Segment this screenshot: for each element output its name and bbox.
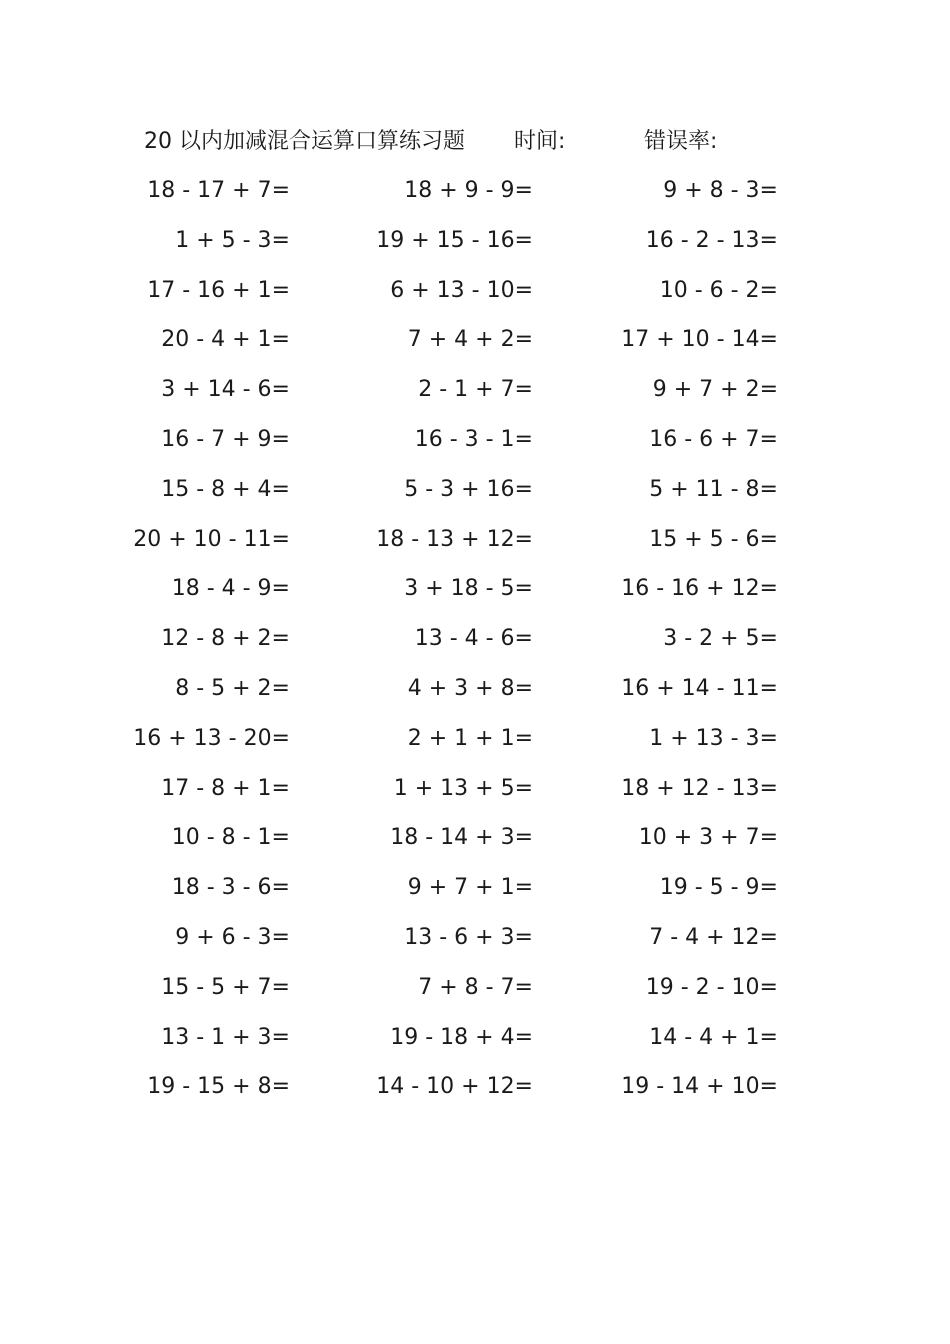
problem-item: 7 + 4 + 2= — [407, 327, 533, 353]
problem-item: 3 + 18 - 5= — [404, 576, 533, 602]
problem-row — [0, 517, 950, 567]
problem-item: 8 - 5 + 2= — [175, 675, 290, 701]
problem-item: 19 - 5 - 9= — [659, 875, 778, 901]
problem-row — [0, 915, 950, 965]
problem-row — [0, 815, 950, 865]
error-rate-label: 错误率: — [644, 129, 718, 154]
problem-item: 3 - 2 + 5= — [663, 626, 778, 652]
problem-item: 17 - 16 + 1= — [147, 277, 290, 303]
problem-item: 17 + 10 - 14= — [621, 327, 778, 353]
problem-item: 17 - 8 + 1= — [161, 775, 290, 801]
problem-item: 16 + 13 - 20= — [133, 725, 290, 751]
problem-item: 10 + 3 + 7= — [638, 825, 778, 851]
problem-item: 9 + 6 - 3= — [175, 924, 290, 950]
problem-item: 16 - 16 + 12= — [621, 576, 778, 602]
problem-item: 12 - 8 + 2= — [161, 626, 290, 652]
problem-row — [0, 666, 950, 716]
problem-item: 20 - 4 + 1= — [161, 327, 290, 353]
problem-row — [0, 1015, 950, 1065]
problem-item: 7 + 8 - 7= — [418, 974, 533, 1000]
problem-row — [0, 865, 950, 915]
problem-row — [0, 317, 950, 367]
problem-row — [0, 467, 950, 517]
problem-row — [0, 168, 950, 218]
problem-item: 10 - 8 - 1= — [171, 825, 290, 851]
problem-item: 5 - 3 + 16= — [404, 476, 533, 502]
problem-item: 18 + 9 - 9= — [404, 178, 533, 203]
problem-item: 16 - 7 + 9= — [161, 426, 290, 452]
problem-item: 7 - 4 + 12= — [649, 924, 778, 950]
problem-item: 19 - 14 + 10= — [621, 1074, 778, 1100]
problem-item: 20 + 10 - 11= — [133, 526, 290, 552]
problem-item: 15 + 5 - 6= — [649, 526, 778, 552]
problem-item: 18 - 13 + 12= — [376, 526, 533, 552]
problem-item: 14 - 4 + 1= — [649, 1024, 778, 1050]
problem-item: 19 - 15 + 8= — [147, 1074, 290, 1100]
problem-row — [0, 1064, 950, 1114]
problem-item: 15 - 8 + 4= — [161, 476, 290, 502]
problem-item: 9 + 8 - 3= — [663, 178, 778, 203]
problem-item: 2 - 1 + 7= — [418, 377, 533, 403]
problem-item: 13 - 4 - 6= — [414, 626, 533, 652]
problem-item: 16 - 6 + 7= — [649, 426, 778, 452]
problem-row — [0, 965, 950, 1015]
problem-item: 3 + 14 - 6= — [161, 377, 290, 403]
problem-item: 19 + 15 - 16= — [376, 227, 533, 253]
problem-row — [0, 367, 950, 417]
problem-item: 19 - 2 - 10= — [645, 974, 778, 1000]
problem-item: 4 + 3 + 8= — [407, 675, 533, 701]
problem-item: 18 - 4 - 9= — [171, 576, 290, 602]
problem-item: 19 - 18 + 4= — [390, 1024, 533, 1050]
worksheet-title: 20 以内加减混合运算口算练习题 — [144, 129, 465, 154]
problem-item: 10 - 6 - 2= — [659, 277, 778, 303]
problem-item: 1 + 13 - 3= — [649, 725, 778, 751]
time-label: 时间: — [514, 129, 566, 154]
problem-row — [0, 417, 950, 467]
problem-item: 9 + 7 + 2= — [652, 377, 778, 403]
problem-item: 14 - 10 + 12= — [376, 1074, 533, 1100]
problem-item: 9 + 7 + 1= — [407, 875, 533, 901]
problem-row — [0, 766, 950, 816]
problem-row — [0, 716, 950, 766]
problem-item: 13 - 6 + 3= — [404, 924, 533, 950]
problem-item: 6 + 13 - 10= — [390, 277, 533, 303]
problem-item: 16 - 3 - 1= — [414, 426, 533, 452]
problem-item: 18 - 14 + 3= — [390, 825, 533, 851]
problem-item: 1 + 13 + 5= — [393, 775, 533, 801]
problem-row — [0, 218, 950, 268]
problem-item: 16 + 14 - 11= — [621, 675, 778, 701]
problem-row — [0, 616, 950, 666]
problem-item: 5 + 11 - 8= — [649, 476, 778, 502]
problem-row — [0, 268, 950, 318]
problem-item: 18 - 17 + 7= — [147, 178, 290, 203]
problem-item: 15 - 5 + 7= — [161, 974, 290, 1000]
problem-item: 18 + 12 - 13= — [621, 775, 778, 801]
problem-item: 1 + 5 - 3= — [175, 227, 290, 253]
problem-item: 13 - 1 + 3= — [161, 1024, 290, 1050]
problem-item: 2 + 1 + 1= — [407, 725, 533, 751]
problem-item: 16 - 2 - 13= — [645, 227, 778, 253]
problem-grid — [0, 168, 950, 1114]
problem-row — [0, 566, 950, 616]
problem-item: 18 - 3 - 6= — [171, 875, 290, 901]
